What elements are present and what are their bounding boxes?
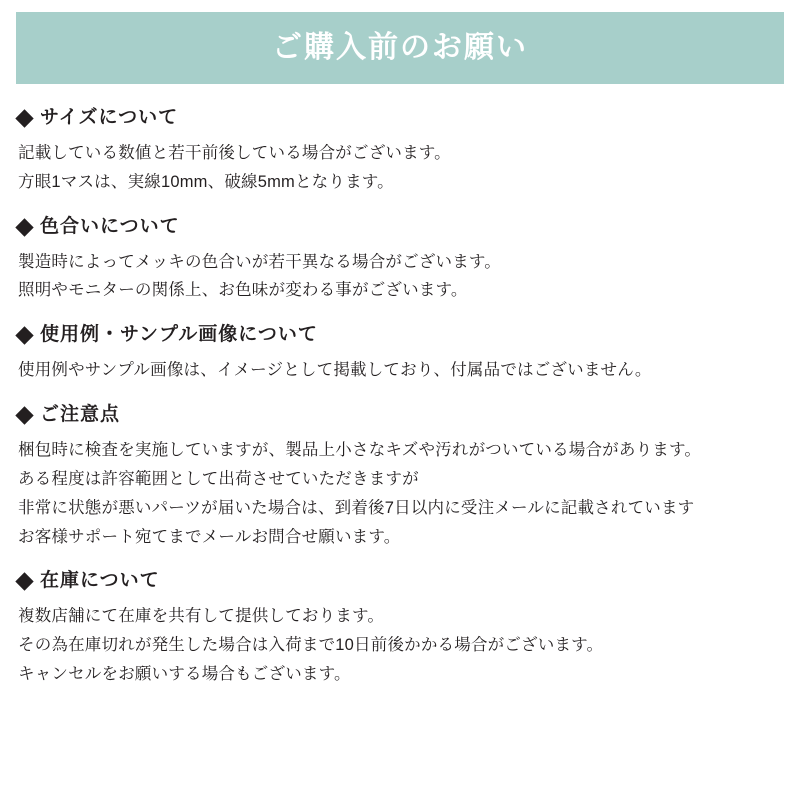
section-line: 照明やモニターの関係上、お色味が変わる事がございます。 bbox=[18, 281, 468, 300]
diamond-bullet-icon bbox=[15, 406, 33, 424]
section-line: 方眼1マスは、実線10mm、破線5mmとなります。 bbox=[18, 172, 394, 191]
section-title: ご注意点 bbox=[40, 404, 121, 426]
notice-section bbox=[18, 405, 782, 551]
notice-section bbox=[18, 325, 782, 385]
section-body bbox=[18, 602, 782, 689]
section-heading bbox=[18, 108, 782, 129]
section-title: 使用例・サンプル画像について bbox=[40, 324, 318, 346]
section-body bbox=[18, 248, 782, 306]
notice-page bbox=[0, 12, 800, 812]
notice-section bbox=[18, 217, 782, 306]
section-line: キャンセルをお願いする場合もございます。 bbox=[18, 665, 351, 684]
section-title: サイズについて bbox=[40, 107, 179, 128]
section-body bbox=[18, 436, 782, 552]
page-banner bbox=[16, 12, 784, 84]
section-heading bbox=[18, 217, 782, 238]
diamond-bullet-icon bbox=[15, 109, 33, 127]
section-body bbox=[18, 356, 782, 385]
notice-section bbox=[18, 571, 782, 689]
diamond-bullet-icon bbox=[15, 327, 33, 345]
section-line: 使用例やサンプル画像は、イメージとして掲載しており、付属品ではございません。 bbox=[18, 361, 652, 380]
section-body bbox=[18, 139, 782, 197]
section-title: 色合いについて bbox=[40, 215, 180, 237]
section-line: 記載している数値と若干前後している場合がございます。 bbox=[18, 143, 451, 162]
diamond-bullet-icon bbox=[15, 573, 33, 591]
section-title: 在庫について bbox=[40, 570, 160, 592]
section-line: 製造時によってメッキの色合いが若干異なる場合がございます。 bbox=[18, 252, 501, 271]
section-heading bbox=[18, 571, 782, 592]
section-heading bbox=[18, 405, 782, 426]
page-title: ご購入前のお願い bbox=[272, 31, 528, 64]
section-line: 梱包時に検査を実施していますが、製品上小さなキズや汚れがついている場合があります。 bbox=[18, 440, 702, 459]
section-line: 非常に状態が悪いパーツが届いた場合は、到着後7日以内に受注メールに記載されています bbox=[18, 498, 695, 517]
section-line: その為在庫切れが発生した場合は入荷まで10日前後かかる場合がございます。 bbox=[18, 636, 604, 655]
section-line: ある程度は許容範囲として出荷させていただきますが bbox=[18, 469, 419, 488]
section-line: お客様サポート宛てまでメールお問合せ願います。 bbox=[18, 527, 401, 546]
section-line: 複数店舗にて在庫を共有して提供しております。 bbox=[18, 607, 385, 626]
notice-section bbox=[18, 108, 782, 197]
section-heading bbox=[18, 325, 782, 346]
diamond-bullet-icon bbox=[15, 218, 33, 236]
notice-sections bbox=[16, 108, 784, 689]
